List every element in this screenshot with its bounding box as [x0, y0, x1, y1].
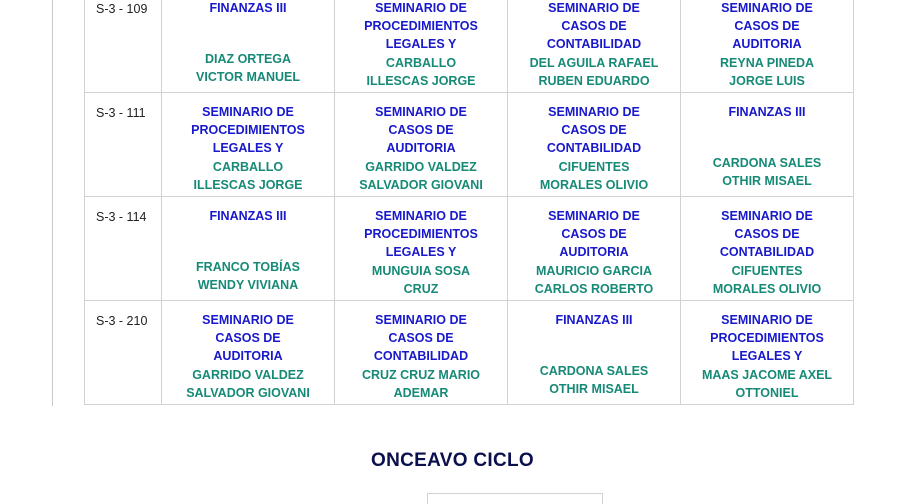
course-name: SEMINARIO DE CASOS DE CONTABILIDAD: [546, 105, 642, 156]
course-name: SEMINARIO DE PROCEDIMIENTOS LEGALES Y: [191, 105, 305, 156]
teacher-name: CRUZ CRUZ MARIO ADEMAR: [361, 367, 481, 400]
course-name: SEMINARIO DE CASOS DE AUDITORIA: [721, 1, 813, 52]
teacher-name: GARRIDO VALDEZ SALVADOR GIOVANI: [186, 367, 310, 400]
course-cell: [162, 197, 335, 301]
teacher-name: MAAS JACOME AXEL OTTONIEL: [701, 367, 833, 400]
section-heading: ONCEAVO CICLO: [371, 450, 534, 471]
teacher-name: CARBALLO ILLESCAS JORGE: [366, 55, 476, 88]
room-label: S-3 - 111: [96, 106, 146, 120]
room-cell: [85, 93, 162, 197]
course-name: SEMINARIO DE CASOS DE AUDITORIA: [548, 209, 640, 260]
room-label: S-3 - 114: [96, 210, 147, 224]
course-cell: [335, 301, 508, 405]
teacher-name: GARRIDO VALDEZ SALVADOR GIOVANI: [359, 159, 483, 192]
teacher-name: DIAZ ORTEGA VICTOR MANUEL: [196, 51, 300, 84]
teacher-name: CARBALLO ILLESCAS JORGE: [193, 159, 303, 192]
course-cell: [508, 301, 681, 405]
course-name: FINANZAS III: [555, 313, 633, 327]
teacher-name: FRANCO TOBÍAS WENDY VIVIANA: [196, 259, 300, 292]
teacher-name: CIFUENTES MORALES OLIVIO: [539, 159, 649, 192]
course-name: SEMINARIO DE PROCEDIMIENTOS LEGALES Y: [364, 1, 478, 52]
teacher-name: DEL AGUILA RAFAEL RUBEN EDUARDO: [529, 55, 659, 88]
course-cell: [335, 93, 508, 197]
course-cell: [335, 197, 508, 301]
course-name: SEMINARIO DE CASOS DE CONTABILIDAD: [546, 1, 642, 52]
table-row: [85, 0, 854, 93]
table-row: [85, 93, 854, 197]
table-row: [85, 301, 854, 405]
table-left-border: [52, 0, 53, 406]
course-name: SEMINARIO DE CASOS DE AUDITORIA: [375, 105, 467, 156]
course-cell: [508, 197, 681, 301]
teacher-name: MAURICIO GARCIA CARLOS ROBERTO: [534, 263, 654, 296]
room-cell: [85, 0, 162, 93]
course-cell: [681, 0, 854, 93]
course-cell: [681, 301, 854, 405]
course-cell: [508, 93, 681, 197]
course-cell: [681, 93, 854, 197]
course-name: SEMINARIO DE CASOS DE CONTABILIDAD: [719, 209, 815, 260]
room-cell: [85, 301, 162, 405]
teacher-name: CIFUENTES MORALES OLIVIO: [712, 263, 822, 296]
course-name: FINANZAS III: [209, 1, 287, 15]
teacher-name: CARDONA SALES OTHIR MISAEL: [539, 363, 649, 396]
room-label: S-3 - 109: [96, 2, 148, 16]
teacher-name: CARDONA SALES OTHIR MISAEL: [712, 155, 822, 188]
course-name: SEMINARIO DE CASOS DE CONTABILIDAD: [373, 313, 469, 364]
course-cell: [508, 0, 681, 93]
course-cell: [162, 301, 335, 405]
course-name: FINANZAS III: [728, 105, 806, 119]
schedule-table: [84, 0, 854, 405]
table-row: [85, 197, 854, 301]
teacher-name: MUNGUIA SOSA CRUZ: [371, 263, 471, 296]
course-cell: [162, 93, 335, 197]
course-name: SEMINARIO DE PROCEDIMIENTOS LEGALES Y: [710, 313, 824, 364]
room-label: S-3 - 210: [96, 314, 148, 328]
course-cell: [681, 197, 854, 301]
room-cell: [85, 197, 162, 301]
course-cell: [335, 0, 508, 93]
course-cell: [162, 0, 335, 93]
teacher-name: REYNA PINEDA JORGE LUIS: [720, 55, 814, 88]
next-table-header: [427, 493, 603, 504]
course-name: SEMINARIO DE CASOS DE AUDITORIA: [202, 313, 294, 364]
course-name: FINANZAS III: [209, 209, 287, 223]
course-name: SEMINARIO DE PROCEDIMIENTOS LEGALES Y: [364, 209, 478, 260]
